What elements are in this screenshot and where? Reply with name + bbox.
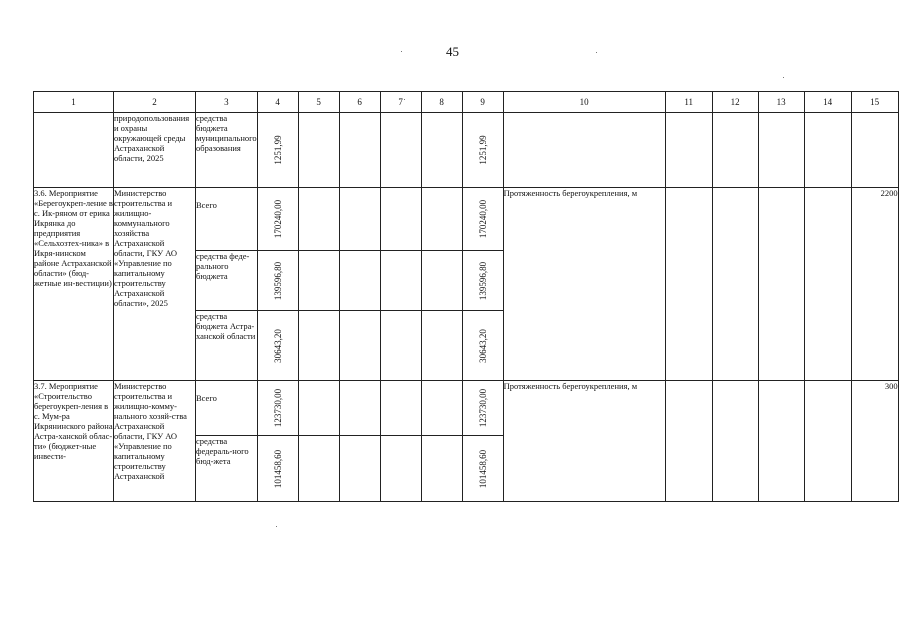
amount-cell-col4	[257, 188, 298, 251]
col-header-3: 3	[196, 92, 258, 113]
program-table	[33, 91, 899, 502]
amount-cell-col4	[257, 113, 298, 188]
amount-value: 123730,00	[477, 388, 488, 428]
amount-value: 170240,00	[477, 199, 488, 239]
amount-cell-col9	[462, 436, 503, 502]
cell-empty	[34, 113, 114, 188]
col-header-2: 2	[114, 92, 196, 113]
amount-cell-col9	[462, 311, 503, 381]
col-header-13: 13	[758, 92, 804, 113]
col-header-10: 10	[503, 92, 665, 113]
amount-cell-col4	[257, 381, 298, 436]
col-header-4: 4	[257, 92, 298, 113]
table-row-3-6-total	[34, 188, 899, 251]
col-header-9: 9	[462, 92, 503, 113]
col-header-14: 14	[804, 92, 851, 113]
col-header-5: 5	[298, 92, 339, 113]
amount-value: 139596,80	[272, 261, 283, 300]
scan-speck	[401, 51, 402, 52]
funding-source-cell: средства бюджета Астра-ханской области	[196, 311, 258, 381]
funding-source-cell: Всего	[196, 188, 258, 251]
indicator-cell-3-7: Протяженность берегоукрепления, м	[503, 381, 665, 502]
amount-value: 101458,60	[477, 449, 488, 488]
executor-cell: природопользования и охраны окружающей среды Астраханской области, 2025	[114, 113, 196, 188]
col-header-6: 6	[339, 92, 380, 113]
amount-cell-col9	[462, 113, 503, 188]
executor-cell-3-6: Министерство строительства и жилищно-коммунального хозяйства Астраханской области, ГКУ АО «Управление по капитальному строительству Астраханской области», 2025	[114, 188, 196, 381]
amount-cell-col4	[257, 311, 298, 381]
amount-value: 30643,20	[272, 328, 283, 363]
amount-cell-col4	[257, 436, 298, 502]
executor-cell-3-7: Министерство строительства и жилищно-комму-нального хозяй-ства Астраханской области, ГКУ АО «Управление по капитальному строительству Астраханской	[114, 381, 196, 502]
funding-source-cell: Всего	[196, 381, 258, 436]
col-header-7: 7	[380, 92, 421, 113]
amount-cell-col9	[462, 251, 503, 311]
amount-cell-col4	[257, 251, 298, 311]
activity-title-3-6: 3.6. Мероприятие «Берегоукреп-ление в с. Ик-ряном от ерика Икрянка до предприятия «Сельхозтех-ника» в Икря-нинском районе Астраханской области» (бюд-жетные ин-вестиции)	[34, 188, 114, 381]
scan-speck	[783, 77, 784, 78]
amount-cell-col9	[462, 188, 503, 251]
scan-speck	[276, 526, 277, 527]
scan-speck	[404, 99, 405, 100]
col-header-11: 11	[665, 92, 712, 113]
target-value-3-6: 2200	[851, 188, 898, 381]
header-row	[34, 92, 899, 113]
amount-value: 139596,80	[477, 261, 488, 300]
funding-source-cell: средства федераль-ного бюд-жета	[196, 436, 258, 502]
col-header-15: 15	[851, 92, 898, 113]
col-header-8: 8	[421, 92, 462, 113]
amount-value: 1251,99	[477, 135, 488, 165]
amount-value: 101458,60	[272, 449, 283, 488]
amount-cell-col9	[462, 381, 503, 436]
amount-value: 170240,00	[272, 199, 283, 239]
activity-title-3-7: 3.7. Мероприятие «Строительство берегоукреп-ления в с. Мум-ра Икрянинского района Астра-ханской облас-ти» (бюджет-ные инвести-	[34, 381, 114, 502]
indicator-cell-3-6: Протяженность берегоукрепления, м	[503, 188, 665, 381]
amount-value: 1251,99	[272, 135, 283, 165]
funding-source-cell: средства бюджета муниципального образования	[196, 113, 258, 188]
funding-source-cell: средства феде-рального бюджета	[196, 251, 258, 311]
target-value-3-7: 300	[851, 381, 898, 502]
amount-value: 30643,20	[477, 328, 488, 363]
col-header-12: 12	[712, 92, 758, 113]
table-row-continuation	[34, 113, 899, 188]
scan-speck	[596, 52, 597, 53]
page-number: 45	[446, 44, 459, 59]
table-row-3-7-total	[34, 381, 899, 436]
col-header-1: 1	[34, 92, 114, 113]
amount-value: 123730,00	[272, 388, 283, 428]
